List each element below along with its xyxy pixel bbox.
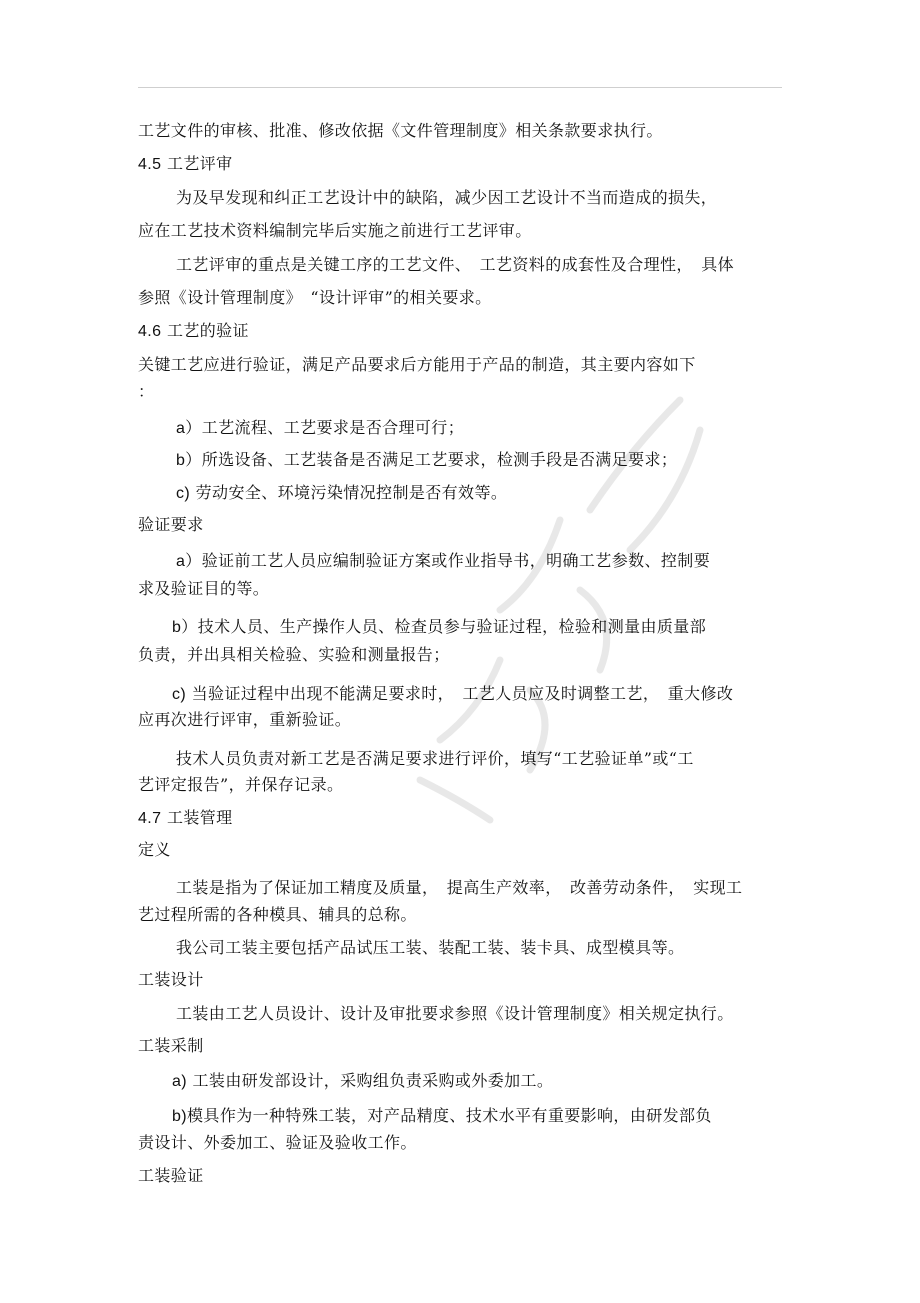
text-line: 关键工艺应进行验证，满足产品要求后方能用于产品的制造，其主要内容如下 [138, 355, 696, 374]
text-line: 工艺评审的重点是关键工序的工艺文件、 工艺资料的成套性及合理性， 具体 [176, 255, 735, 274]
list-item: b)模具作为一种特殊工装，对产品精度、技术水平有重要影响，由研发部负 [172, 1106, 712, 1125]
subheading: 验证要求 [138, 515, 204, 534]
section-heading: 4.6 工艺的验证 [138, 321, 249, 340]
subheading: 定义 [138, 840, 171, 859]
text-line: 工装由工艺人员设计、设计及审批要求参照《设计管理制度》相关规定执行。 [176, 1004, 734, 1023]
header-rule [138, 87, 782, 88]
text-line: 求及验证目的等。 [138, 579, 270, 598]
text-line: ： [138, 382, 155, 401]
text-line: 艺评定报告”，并保存记录。 [138, 775, 344, 794]
text-line: 责设计、外委加工、验证及验收工作。 [138, 1133, 417, 1152]
subheading: 工装采制 [138, 1036, 204, 1055]
list-item: a) 工装由研发部设计，采购组负责采购或外委加工。 [172, 1071, 554, 1090]
text-line: 参照《设计管理制度》 “设计评审”的相关要求。 [138, 288, 492, 307]
text-line: 技术人员负责对新工艺是否满足要求进行评价，填写“工艺验证单”或“工 [176, 749, 694, 768]
text-line: 为及早发现和纠正工艺设计中的缺陷，减少因工艺设计不当而造成的损失， [176, 188, 718, 207]
list-item: b）所选设备、工艺装备是否满足工艺要求，检测手段是否满足要求； [176, 450, 678, 469]
text-line: 应在工艺技术资料编制完毕后实施之前进行工艺评审。 [138, 221, 532, 240]
subheading: 工装验证 [138, 1166, 204, 1185]
section-heading: 4.5 工艺评审 [138, 154, 233, 173]
text-line: 负责，并出具相关检验、实验和测量报告； [138, 645, 450, 664]
subheading: 工装设计 [138, 970, 204, 989]
text-line: 艺过程所需的各种模具、辅具的总称。 [138, 905, 417, 924]
list-item: c) 当验证过程中出现不能满足要求时， 工艺人员应及时调整工艺， 重大修改 [172, 684, 734, 703]
list-item: c) 劳动安全、环境污染情况控制是否有效等。 [176, 483, 508, 502]
list-item: b）技术人员、生产操作人员、检查员参与验证过程，检验和测量由质量部 [172, 617, 707, 636]
list-item: a）工艺流程、工艺要求是否合理可行； [176, 418, 465, 437]
list-item: a）验证前工艺人员应编制验证方案或作业指导书，明确工艺参数、控制要 [176, 551, 711, 570]
section-heading: 4.7 工装管理 [138, 808, 233, 827]
text-line: 工艺文件的审核、批准、修改依据《文件管理制度》相关条款要求执行。 [138, 121, 663, 140]
text-line: 工装是指为了保证加工精度及质量， 提高生产效率， 改善劳动条件， 实现工 [176, 878, 743, 897]
text-line: 应再次进行评审，重新验证。 [138, 710, 352, 729]
text-line: 我公司工装主要包括产品试压工装、装配工装、装卡具、成型模具等。 [176, 938, 685, 957]
